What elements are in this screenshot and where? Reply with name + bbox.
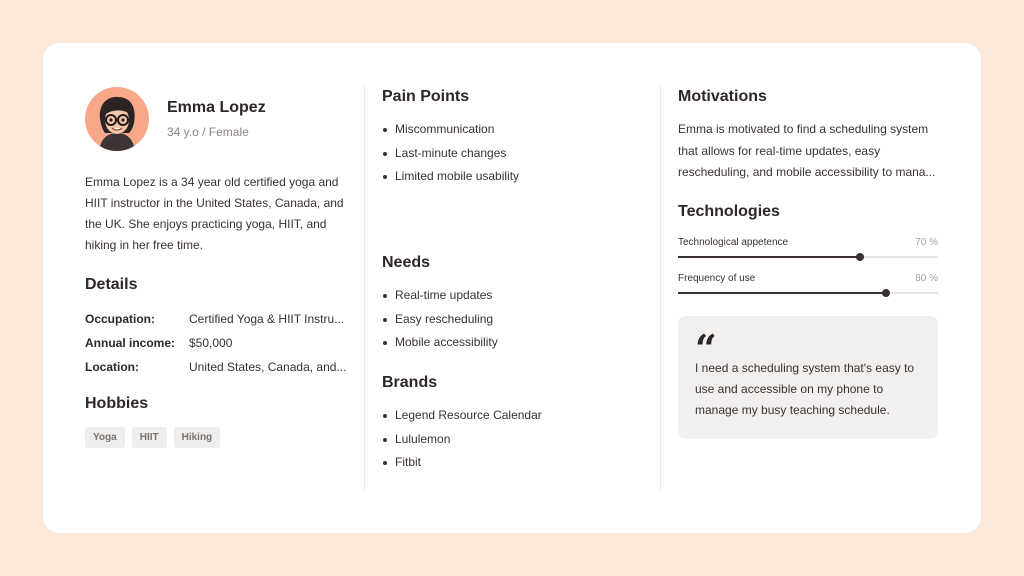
list-item: Real-time updates <box>382 284 644 308</box>
frequency-of-use-slider <box>678 273 938 294</box>
brands-list <box>382 404 644 475</box>
technologies-heading: Technologies <box>678 203 780 220</box>
slider-track <box>678 292 938 294</box>
detail-row <box>85 307 347 331</box>
list-item: Lululemon <box>382 428 644 452</box>
slider-label: Frequency of use <box>678 273 756 284</box>
column-divider <box>660 85 661 491</box>
column-divider <box>364 85 365 491</box>
avatar <box>85 87 149 151</box>
persona-card <box>43 43 981 533</box>
detail-value: United States, Canada, and... <box>189 360 347 374</box>
slider-knob <box>856 253 864 261</box>
avatar-illustration-icon <box>85 87 149 151</box>
slider-knob <box>882 289 890 297</box>
details-list <box>85 307 347 379</box>
needs-list <box>382 284 644 355</box>
list-item: Legend Resource Calendar <box>382 404 644 428</box>
brands-heading: Brands <box>382 374 438 391</box>
hobby-tag: HIIT <box>132 427 167 448</box>
detail-value: $50,000 <box>189 336 233 350</box>
slider-label: Technological appetence <box>678 237 789 248</box>
needs-heading: Needs <box>382 254 431 271</box>
persona-name: Emma Lopez <box>167 99 266 116</box>
details-heading: Details <box>85 276 138 293</box>
list-item: Mobile accessibility <box>382 331 644 355</box>
needs-column <box>382 43 644 533</box>
motivations-column <box>678 43 940 533</box>
slider-fill <box>678 292 886 294</box>
pain-points-list <box>382 118 644 189</box>
detail-label: Location: <box>85 360 139 374</box>
quote-text: I need a scheduling system that's easy to use and accessible on my phone to manage my busy teaching schedule. <box>695 361 915 417</box>
slider-fill <box>678 256 860 258</box>
slider-percent: 70 % <box>915 237 938 248</box>
tech-appetence-slider <box>678 237 938 258</box>
detail-value: Certified Yoga & HIIT Instru... <box>189 312 345 326</box>
persona-age-gender: 34 y.o / Female <box>167 125 249 139</box>
list-item: Fitbit <box>382 451 644 475</box>
slider-percent: 80 % <box>915 273 938 284</box>
hobby-tags <box>85 427 220 448</box>
hobby-tag: Yoga <box>85 427 125 448</box>
hobby-tag: Hiking <box>174 427 221 448</box>
list-item: Last-minute changes <box>382 142 644 166</box>
motivations-text <box>678 119 940 184</box>
detail-label: Annual income: <box>85 336 176 350</box>
detail-row <box>85 331 347 355</box>
profile-column <box>85 43 347 533</box>
pain-points-heading: Pain Points <box>382 88 470 105</box>
list-item: Limited mobile usability <box>382 165 644 189</box>
persona-bio: Emma Lopez is a 34 year old certified yoga and HIIT instructor in the United States, Canada, and the UK. She enjoys practicing yoga, HIIT, and hiking in her free time. <box>85 175 344 252</box>
motivations-heading: Motivations <box>678 88 767 105</box>
slider-track <box>678 256 938 258</box>
quote-icon: “ <box>695 326 717 371</box>
hobbies-heading: Hobbies <box>85 395 149 412</box>
motivations-line: Emma is motivated to find a scheduling system <box>678 122 929 136</box>
list-item: Miscommunication <box>382 118 644 142</box>
detail-label: Occupation: <box>85 312 156 326</box>
detail-row <box>85 355 347 379</box>
motivations-line: rescheduling, and mobile accessibility to mana... <box>678 165 936 179</box>
motivations-line: that allows for real-time updates, easy <box>678 143 881 158</box>
persona-quote <box>678 316 938 439</box>
list-item: Easy rescheduling <box>382 308 644 332</box>
